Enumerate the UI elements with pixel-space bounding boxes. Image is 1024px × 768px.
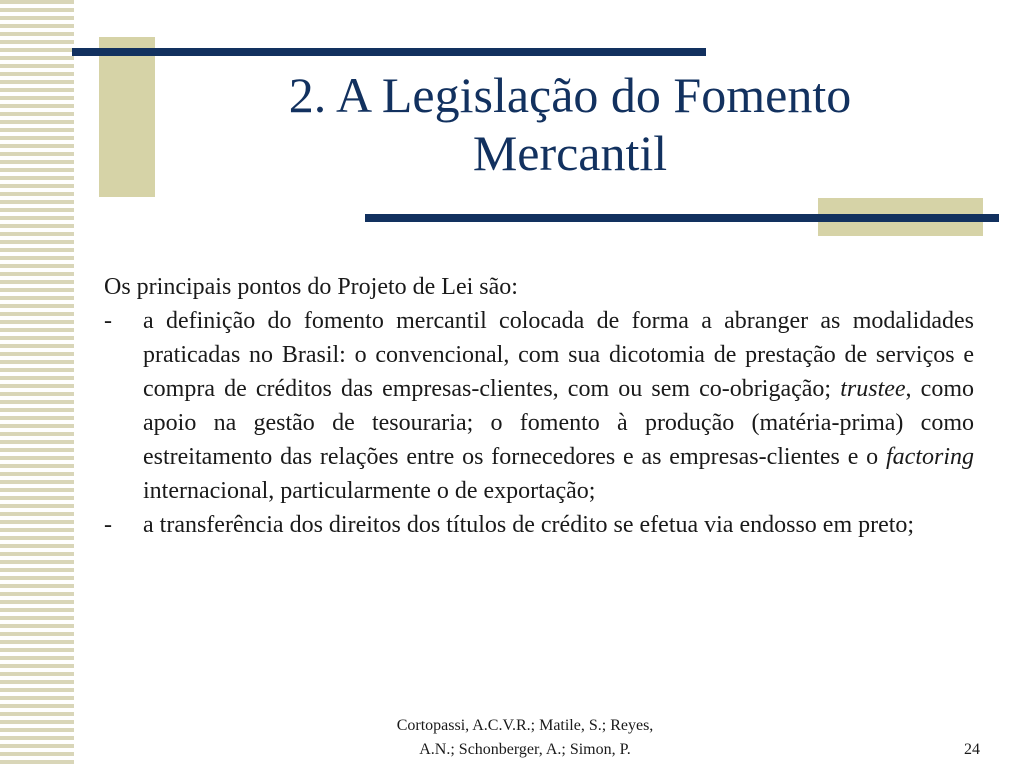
term-factoring: factoring xyxy=(886,444,974,470)
bullet-1-part-1: a definição do fomento mercantil colocada de forma a abranger as modalidades praticadas no Brasil: o convencional, com sua dicotomia de prestação de serviços e compra de créditos das empresas-clientes, com ou sem co-obrigação; xyxy=(143,308,974,402)
bullet-1-part-2: , como apoio na gestão de tesouraria; o fomento à produção (matéria-prima) como estreitamento das relações entre os fornecedores e as empresas-clientes e o xyxy=(143,376,974,470)
decorative-bar-bottom xyxy=(365,214,999,222)
decorative-bar-top xyxy=(72,48,706,56)
bullet-text-2: a transferência dos direitos dos títulos de crédito se efetua via endosso em preto; xyxy=(143,512,915,538)
intro-text: Os principais pontos do Projeto de Lei são: xyxy=(104,274,518,300)
bullet-text-1 xyxy=(143,304,974,508)
bullet-dash: - xyxy=(104,308,112,334)
decorative-stripes xyxy=(0,0,74,768)
footer-line-2: A.N.; Schonberger, A.; Simon, P. xyxy=(419,741,631,758)
bullet-dash: - xyxy=(104,512,112,538)
decorative-square-left xyxy=(99,37,155,197)
term-trustee: trustee xyxy=(840,376,906,402)
title-line-1: 2. A Legislação do Fomento xyxy=(288,67,852,123)
footer-authors xyxy=(340,714,710,762)
bullet-item-2 xyxy=(104,508,974,542)
footer-line-1: Cortopassi, A.C.V.R.; Matile, S.; Reyes, xyxy=(396,717,654,734)
slide-body xyxy=(104,270,974,542)
page-number: 24 xyxy=(964,741,980,758)
title-line-2: Mercantil xyxy=(472,125,668,181)
bullet-1-part-3: internacional, particularmente o de exportação; xyxy=(143,478,596,504)
slide-title xyxy=(160,66,980,182)
bullet-item-1 xyxy=(104,304,974,508)
